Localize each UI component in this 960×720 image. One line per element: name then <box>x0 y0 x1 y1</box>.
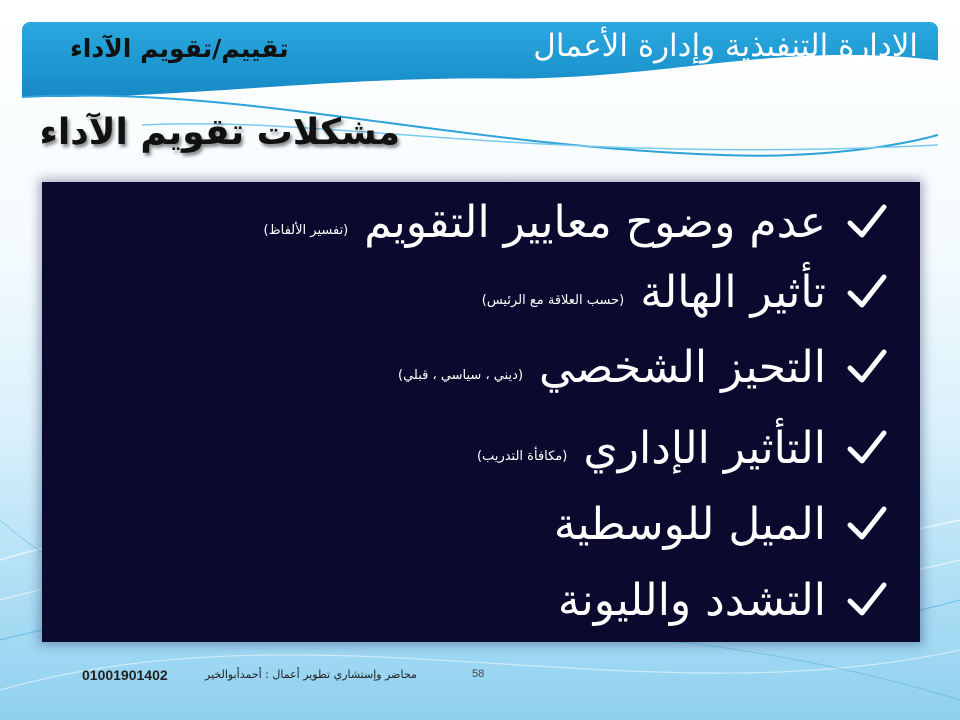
item-text: تأثير الهالة <box>640 266 826 318</box>
list-item <box>70 192 890 252</box>
item-text: التحيز الشخصي <box>539 341 826 393</box>
item-text: التأثير الإداري <box>583 422 826 474</box>
list-item <box>70 570 890 630</box>
item-note: (ديني ، سياسي ، قبلي) <box>398 367 524 383</box>
check-icon <box>844 425 890 471</box>
item-note: (تفسير الألفاظ) <box>263 222 349 238</box>
item-text: الميل للوسطية <box>553 498 826 550</box>
header-title: الإدارة التنفيذية وإدارة الأعمال <box>533 28 918 64</box>
list-item <box>70 337 890 397</box>
item-text: عدم وضوح معايير التقويم <box>364 196 826 248</box>
check-icon <box>844 269 890 315</box>
item-note: (مكافأة التدريب) <box>476 448 568 464</box>
section-title: مشكلات تقويم الآداء <box>39 112 400 153</box>
item-note: (حسب العلاقة مع الرئيس) <box>481 292 625 308</box>
check-icon <box>844 344 890 390</box>
check-icon <box>844 577 890 623</box>
page-number: 58 <box>472 668 485 680</box>
list-item <box>70 494 890 554</box>
footer-phone: 01001901402 <box>82 667 168 683</box>
check-icon <box>844 199 890 245</box>
list-item <box>70 262 890 322</box>
list-item <box>70 418 890 478</box>
item-text: التشدد والليونة <box>557 574 826 626</box>
check-icon <box>844 501 890 547</box>
header-subtitle: تقييم/تقويم الآداء <box>70 34 289 63</box>
footer-credit: محاضر وإستشاري تطوير أعمال : أحمدأبوالخير <box>205 668 417 681</box>
content-box <box>42 182 920 642</box>
